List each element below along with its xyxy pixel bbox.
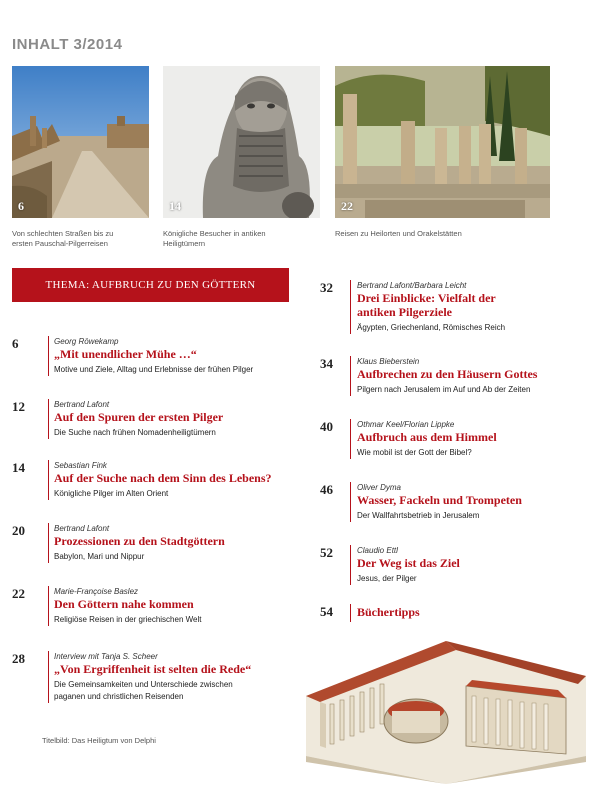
toc-entry[interactable] [320,356,590,396]
page-number: 32 [320,280,333,295]
author: Georg Röwekamp [54,337,119,346]
article-subtitle: Königliche Pilger im Alten Orient [54,489,169,498]
author: Bertrand Lafont [54,400,110,409]
photo-page-number: 6 [18,199,24,213]
divider [48,651,49,703]
article-title: Auf den Spuren der ersten Pilger [54,410,224,424]
photo-caption: Königliche Besucher in antiken Heiligtümern [163,229,266,248]
toc-entry[interactable] [12,523,302,563]
divider [350,356,351,396]
author: Sebastian Fink [54,461,107,470]
divider [48,586,49,626]
article-title: Büchertipps [357,605,420,619]
author: Bertrand Lafont/Barbara Leicht [357,281,467,290]
author: Marie-Françoise Baslez [54,587,139,596]
article-subtitle: Babylon, Mari und Nippur [54,552,145,561]
delphi-sanctuary-illustration [296,636,596,784]
divider [48,336,49,376]
author: Claudio Ettl [357,546,398,555]
article-subtitle: Ägypten, Griechenland, Römisches Reich [357,323,506,332]
toc-entry[interactable] [320,280,590,334]
article-title: „Mit unendlicher Mühe …“ [54,347,197,361]
article-title: Wasser, Fackeln und Trompeten [357,493,522,507]
theme-banner: THEMA: AUFBRUCH ZU DEN GÖTTERN [12,268,289,302]
article-title: Prozessionen zu den Stadtgöttern [54,534,225,548]
divider [48,460,49,500]
divider [350,545,351,585]
toc-entry[interactable] [12,586,302,626]
article-subtitle: Pilgern nach Jerusalem im Auf und Ab der Zeiten [357,385,531,394]
divider [350,482,351,522]
article-subtitle: Die Suche nach frühen Nomadenheiligtümern [54,428,216,437]
article-title: Drei Einblicke: Vielfalt der [357,291,496,305]
page-title: INHALT 3/2014 [12,36,123,53]
page-number: 20 [12,523,25,538]
divider [350,604,351,622]
article-title: Den Göttern nahe kommen [54,597,194,611]
photo-assyrian-statue [163,66,320,218]
page-number: 12 [12,399,25,414]
page-number: 52 [320,545,333,560]
author: Klaus Bieberstein [357,357,420,366]
article-title: Der Weg ist das Ziel [357,556,460,570]
page-number: 22 [12,586,25,601]
article-title: „Von Ergriffenheit ist selten die Rede“ [54,662,252,676]
page-number: 14 [12,460,25,475]
toc-entry[interactable] [320,604,590,624]
toc-entry[interactable] [320,482,590,522]
toc-entry[interactable] [12,460,302,500]
photo-page-number: 14 [169,199,181,213]
page-number: 28 [12,651,25,666]
toc-entry[interactable] [320,419,590,459]
page-number: 34 [320,356,333,371]
photo-delphi-columns [335,66,550,218]
article-title: antiken Pilgerziele [357,305,452,319]
toc-entry[interactable] [320,545,590,585]
divider [350,419,351,459]
photo-caption: Reisen zu Heilorten und Orakelstätten [335,229,462,238]
article-subtitle: Der Wallfahrtsbetrieb in Jerusalem [357,511,480,520]
article-title: Auf der Suche nach dem Sinn des Lebens? [54,471,272,485]
author: Bertrand Lafont [54,524,110,533]
divider [350,280,351,334]
photo-ancient-road [12,66,149,218]
divider [48,399,49,439]
page-number: 6 [12,336,19,351]
article-subtitle: Motive und Ziele, Alltag und Erlebnisse der frühen Pilger [54,365,254,374]
page-number: 46 [320,482,333,497]
photo-caption: Von schlechten Straßen bis zu ersten Pauschal-Pilgerreisen [12,229,114,248]
author: Interview mit Tanja S. Scheer [54,652,158,661]
author: Oliver Dyma [357,483,402,492]
article-subtitle: Religiöse Reisen in der griechischen Welt [54,615,202,624]
page-number: 54 [320,604,333,619]
toc-entry[interactable] [12,651,302,703]
article-subtitle: Die Gemeinsamkeiten und Unterschiede zwischen [54,680,233,689]
article-subtitle: paganen und christlichen Reisenden [54,692,184,701]
toc-entry[interactable] [12,336,302,376]
photo-page-number: 22 [341,199,353,213]
article-title: Aufbruch aus dem Himmel [357,430,497,444]
article-subtitle: Wie mobil ist der Gott der Bibel? [357,448,472,457]
toc-entry[interactable] [12,399,302,439]
divider [48,523,49,563]
page-number: 40 [320,419,333,434]
article-title: Aufbrechen zu den Häusern Gottes [357,367,538,381]
article-subtitle: Jesus, der Pilger [357,574,417,583]
author: Othmar Keel/Florian Lippke [357,420,455,429]
cover-caption: Titelbild: Das Heiligtum von Delphi [42,736,156,745]
